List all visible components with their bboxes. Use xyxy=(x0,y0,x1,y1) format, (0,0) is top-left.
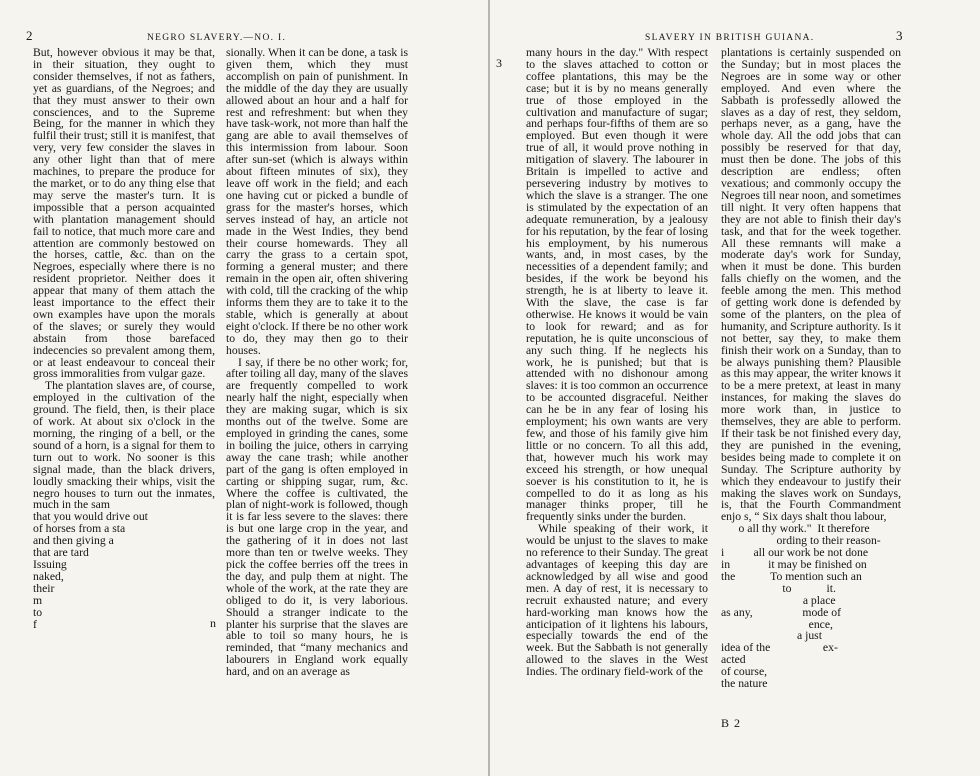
left-col2-paragraph-2: I say, if there be no other work; for, after toiling all day, many of the slaves are frequently compelled to work nearly half the night, especially when they are making sugar, which is six months out of the twelve. Some are employed in grinding the canes, some in boiling the juice, others in carrying away the cane trash; while another part of the gang is often employed in carting or shipping sugar, rum, &c. Where the coffee is cultivated, the plan of night-work is followed, though it is far less severe to the slaves: there is but one large crop in the year, and the gathering of it in does not last more than ten or twelve weeks. They pick the coffee berries off the trees in the day, and pulp them at night. The whole of the work, at the rate they are obliged to do it, is very laborious. Should a stranger indicate to the planter his surprise that the slaves are able to toil so many hours, he is reminded, that “many mechanics and labourers in England work equally hard, and on an average as xyxy=(226,355,408,679)
right-col2-fragment: ence, xyxy=(721,617,833,631)
right-column-2 xyxy=(721,47,901,690)
right-running-head: SLAVERY IN BRITISH GUIANA. xyxy=(645,33,815,43)
right-col2-fragment: ording to their reason- xyxy=(721,534,881,548)
left-col1-fragment: of horses from a sta xyxy=(33,522,126,536)
signature-mark: B 2 xyxy=(721,716,742,730)
left-col1-fragment: m xyxy=(33,593,43,607)
right-col2-fragment: to it. xyxy=(721,581,836,595)
left-col1-fragment: that are tard xyxy=(33,546,89,560)
right-col1-paragraph-1: many hours in the day." With respect to the slaves attached to cotton or coffee plantations, this may be the case; but it is by no means generally true of those employed in the cultivation and manufacture of sugar; and perhaps four-fifths of them are so employed. But even though it were true of all, it would prove nothing in mitigation of slavery. The labourer in Britain is impelled to active and persevering industry by motives to which the slave is a stranger. The one is stimulated by the expectation of an adequate remuneration, by a jealousy for his reputation, by the fear of losing his employment, by his numerous wants, and, in most cases, by the necessities of a dependent family; and besides, if the work be beyond his strength, he is at liberty to leave it. With the slave, the case is far otherwise. He knows it would be vain to look for reward; and as for reputation, he is quite unconscious of any such thing. If he neglects his work, he is punished; but that is attended with no dishonour among slaves: it is too common an occurrence to be accounted disgraceful. Neither can he be in any fear of losing his employment; his own wants are very few, and those of his family give him little or no concern. To all this add, that, however much his work may exceed his strength, or how unequal soever is his constitution to it, he is compelled to do it as long as his manager thinks proper, till he frequently sinks under the burden. xyxy=(526,46,708,524)
left-page xyxy=(0,0,488,776)
left-col1-paragraph-2: The plantation slaves are, of course, employed in the cultivation of the ground. The field, then, is their place of work. At about six o'clock in the morning, the ringing of a bell, or the sound of a horn, is a signal for them to turn out to work. No sooner is this signal made, than the black drivers, loudly smacking their whips, visit the negro houses to turn out the inmates, much in the sam xyxy=(33,379,215,512)
right-col2-fragment: in it may be finished on xyxy=(721,557,867,571)
right-col2-fragment: the nature xyxy=(721,677,768,691)
left-col1-fragment: Issuing xyxy=(33,557,67,571)
left-col1-fragment: naked, xyxy=(33,569,64,583)
right-page xyxy=(490,0,980,776)
left-column-2 xyxy=(226,47,408,678)
left-column-1 xyxy=(33,47,215,630)
right-column-1 xyxy=(526,47,708,678)
right-col2-fragment: of course, xyxy=(721,665,768,679)
right-page-number: 3 xyxy=(496,56,503,70)
right-col2-fragment: o all thy work." It therefore xyxy=(721,522,870,536)
right-page-number: 3 xyxy=(896,28,903,43)
right-col2-paragraph-1: plantations is certainly suspended on the Sunday; but in most places the Negroes are in some way or other employed. And even where the Sabbath is professedly allowed the slaves as a day of rest, they seldom, perhaps never, as a gang, have the whole day. All the odd jobs that can possibly be reserved for that day, must then be done. The jobs of this description are endless; often vexatious; and commonly occupy the Negroes till near noon, and sometimes till night. It very often happens that they are not able to finish their day's task, and that for the week together. All these remnants will make a moderate day's work for Sunday, when it must be done. This burden falls chiefly on the women, and the feeble among the men. This method of getting work done is defended by some of the planters, on the plea of humanity, and Scripture authority. Is it not better, say they, to make them finish their work on a Sunday, than to be always punishing them? Plausible as this may appear, the writer knows it to be a mere pretext, at least in many instances, for making the slaves do more work than, in justice to themselves, they are able to perform. If their task be not finished every day, they are punished in the evening, besides being made to complete it on Sunday. The Scripture authority by which they endeavour to justify their making the slaves work on Sundays, is, that the Fourth Commandment enjo s, “ Six days shalt thou labour, xyxy=(721,46,901,524)
right-col2-fragment: idea of the ex- xyxy=(721,641,838,655)
left-page-number: 2 xyxy=(26,28,33,43)
left-col1-fragment: that you would drive out xyxy=(33,510,148,524)
left-col1-fragment: f xyxy=(33,617,37,631)
left-col1-fragment: to xyxy=(33,605,43,619)
left-col1-fragment: their xyxy=(33,581,55,595)
left-col1-paragraph-1: But, however obvious it may be that, in their situation, they ought to consider themselves, if not as fathers, yet as guardians, of the Negroes; and that they must answer to their own consciences, and to the Supreme Being, for the manner in which they fulfil their trust; still it is manifest, that very, very few consider the slaves in any other light than that of mere machines, to prepare the produce for the market, or to do any thing else that may serve the master's turn. It is impossible that a person acquainted with plantation management should fail to notice, that much more care and attention are commonly bestowed on the horses, cattle, &c. than on the Negroes, especially where there is no resident proprietor. Neither does it appear that many of them attach the least importance to the effect their own examples have upon the morals of the slaves; or surely they would abstain from those barefaced indecencies so prevalent among them, or at least endeavour to conceal their gross immoralities from vulgar gaze. xyxy=(33,46,215,381)
right-col2-fragment: i all our work be not done xyxy=(721,546,869,560)
right-col2-fragment: as any, mode of xyxy=(721,605,841,619)
left-col2-paragraph-1: sionally. When it can be done, a task is given them, which they must accomplish on pain of punishment. In the middle of the day they are usually allowed about an hour and a half for rest and refreshment: but when they have task-work, not more than half the gang are able to avail themselves of this intermission from labour. Soon after sun-set (which is always within about fifteen minutes of six), they leave off work in the field; and each one having cut or picked a bundle of grass for the master's horses, which serves instead of hay, an article not made in the West Indies, they bend their course homewards. They all carry the grass to a certain spot, forming a general muster; and there remain in the open air, often shivering with cold, till the cracking of the whip informs them they are to take it to the stable, which is generally at about eight o'clock. If there be no other work to do, they may then go to their houses. xyxy=(226,46,408,357)
right-col1-paragraph-2: While speaking of their work, it would be unjust to the slaves to make no reference to their Sunday. The great advantages of keeping this day are acknowledged by all wise and good men. A day of rest, it is necessary to recruit exhausted nature; and every hard-working man knows how the anticipation of it lightens his labours, especially towards the end of the week. But the Sabbath is not generally allowed to the slaves in the West Indies. The ordinary field-work of the xyxy=(526,522,708,679)
left-running-head: NEGRO SLAVERY.—NO. I. xyxy=(147,33,287,43)
right-col2-fragment: the To mention such an xyxy=(721,569,862,583)
right-col2-fragment: a place xyxy=(721,593,836,607)
right-col2-fragment: acted xyxy=(721,653,746,667)
left-margin-mark: n xyxy=(210,616,217,630)
left-col1-fragment: and then giving a xyxy=(33,534,114,548)
right-col2-fragment: a just xyxy=(721,629,822,643)
